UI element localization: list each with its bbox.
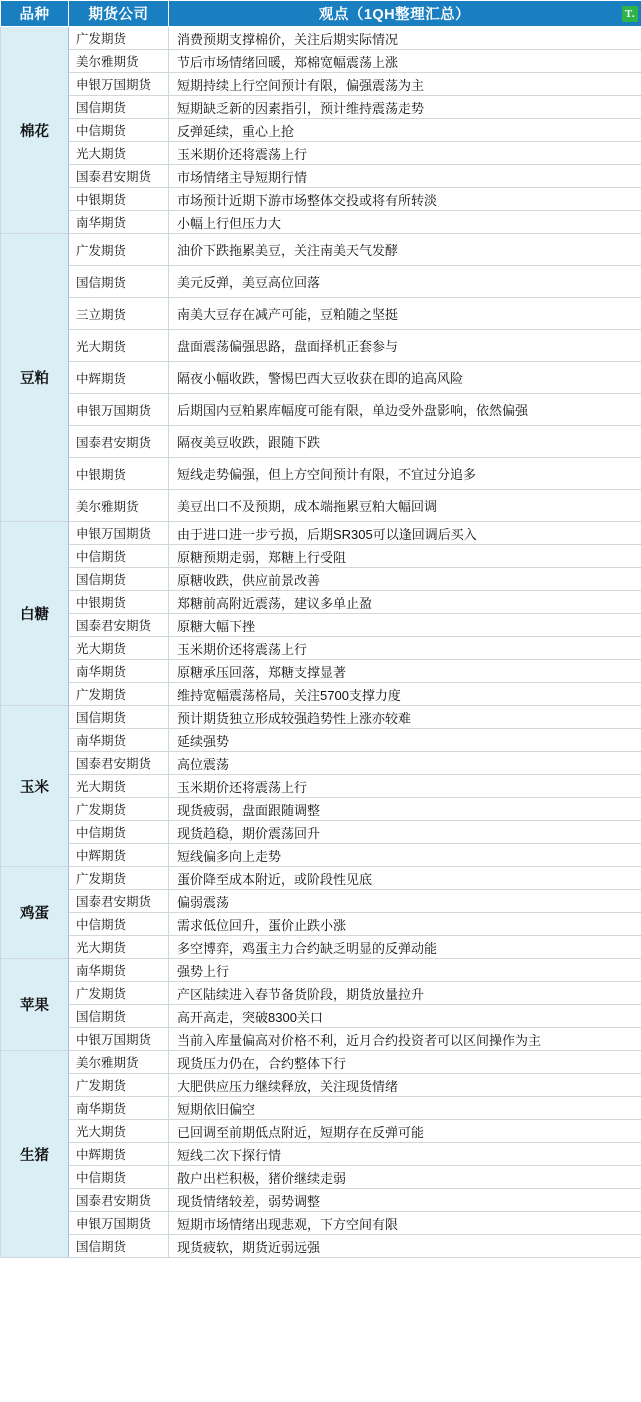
view-cell: 反弹延续，重心上抢 [169,119,641,142]
view-cell: 短线走势偏强，但上方空间预计有限，不宜过分追多 [169,458,641,490]
table-body [1,27,641,1258]
table-row [1,1120,641,1143]
company-cell: 中银期货 [69,458,169,490]
company-cell: 国泰君安期货 [69,165,169,188]
view-cell: 现货情绪较差，弱势调整 [169,1189,641,1212]
view-cell: 蛋价降至成本附近，或阶段性见底 [169,867,641,890]
view-cell: 延续强势 [169,729,641,752]
view-cell: 现货趋稳，期价震荡回升 [169,821,641,844]
company-cell: 光大期货 [69,775,169,798]
view-cell: 短期缺乏新的因素指引，预计维持震荡走势 [169,96,641,119]
view-cell: 原糖大幅下挫 [169,614,641,637]
table-row [1,982,641,1005]
table-row [1,821,641,844]
view-cell: 油价下跌拖累美豆，关注南美天气发酵 [169,234,641,266]
variety-cell: 白糖 [1,522,69,706]
view-cell: 消费预期支撑棉价，关注后期实际情况 [169,27,641,50]
view-cell: 由于进口进一步亏损，后期SR305可以逢回调后买入 [169,522,641,545]
view-cell: 美豆出口不及预期，成本端拖累豆粕大幅回调 [169,490,641,522]
table-row [1,211,641,234]
company-cell: 南华期货 [69,729,169,752]
company-cell: 广发期货 [69,982,169,1005]
table-row [1,1235,641,1258]
table-row [1,330,641,362]
company-cell: 南华期货 [69,959,169,982]
view-cell: 玉米期价还将震荡上行 [169,142,641,165]
company-cell: 国泰君安期货 [69,752,169,775]
company-cell: 中辉期货 [69,362,169,394]
company-cell: 光大期货 [69,637,169,660]
view-cell: 玉米期价还将震荡上行 [169,637,641,660]
view-cell: 南美大豆存在减产可能，豆粕随之坚挺 [169,298,641,330]
table-row [1,490,641,522]
variety-cell: 苹果 [1,959,69,1051]
view-cell: 市场情绪主导短期行情 [169,165,641,188]
table-row [1,1097,641,1120]
view-cell: 原糖收跌，供应前景改善 [169,568,641,591]
company-cell: 中信期货 [69,119,169,142]
view-cell: 小幅上行但压力大 [169,211,641,234]
view-cell: 短线二次下探行情 [169,1143,641,1166]
table-row [1,752,641,775]
table-row [1,119,641,142]
company-cell: 三立期货 [69,298,169,330]
company-cell: 南华期货 [69,211,169,234]
view-cell: 已回调至前期低点附近，短期存在反弹可能 [169,1120,641,1143]
table-row [1,165,641,188]
company-cell: 美尔雅期货 [69,50,169,73]
table-row [1,426,641,458]
table-row [1,545,641,568]
company-cell: 广发期货 [69,234,169,266]
company-cell: 中辉期货 [69,844,169,867]
table-row [1,96,641,119]
table-row [1,660,641,683]
brand-logo-icon: T. [622,6,638,22]
table-row [1,1212,641,1235]
company-cell: 中信期货 [69,913,169,936]
company-cell: 国泰君安期货 [69,426,169,458]
table-header [1,1,641,27]
table-row [1,394,641,426]
header-row [1,1,641,27]
view-cell: 大肥供应压力继续释放，关注现货情绪 [169,1074,641,1097]
view-cell: 美元反弹，美豆高位回落 [169,266,641,298]
table-row [1,568,641,591]
view-cell: 高开高走，突破8300关口 [169,1005,641,1028]
company-cell: 中银期货 [69,188,169,211]
view-cell: 短线偏多向上走势 [169,844,641,867]
company-cell: 国泰君安期货 [69,890,169,913]
view-cell: 现货疲弱，盘面跟随调整 [169,798,641,821]
header-view-label: 观点（1QH整理汇总） [318,7,471,23]
view-cell: 现货疲软，期货近弱远强 [169,1235,641,1258]
view-cell: 产区陆续进入春节备货阶段，期货放量拉升 [169,982,641,1005]
table-row [1,522,641,545]
view-cell: 预计期货独立形成较强趋势性上涨亦较难 [169,706,641,729]
table-row [1,50,641,73]
table-row [1,1074,641,1097]
company-cell: 国泰君安期货 [69,614,169,637]
view-cell: 短期依旧偏空 [169,1097,641,1120]
table-row [1,188,641,211]
header-company: 期货公司 [69,1,169,27]
table-row [1,936,641,959]
view-cell: 郑糖前高附近震荡，建议多单止盈 [169,591,641,614]
company-cell: 光大期货 [69,330,169,362]
company-cell: 国信期货 [69,1235,169,1258]
view-cell: 多空博弈，鸡蛋主力合约缺乏明显的反弹动能 [169,936,641,959]
table-row [1,867,641,890]
variety-cell: 棉花 [1,27,69,234]
company-cell: 中信期货 [69,821,169,844]
company-cell: 申银万国期货 [69,394,169,426]
table-row [1,637,641,660]
table-row [1,266,641,298]
table-row [1,798,641,821]
company-cell: 中信期货 [69,545,169,568]
view-cell: 玉米期价还将震荡上行 [169,775,641,798]
company-cell: 南华期货 [69,660,169,683]
view-cell: 散户出栏积极，猪价继续走弱 [169,1166,641,1189]
company-cell: 国信期货 [69,568,169,591]
table-row [1,775,641,798]
table-row [1,913,641,936]
company-cell: 中辉期货 [69,1143,169,1166]
company-cell: 中银万国期货 [69,1028,169,1051]
table-row [1,1189,641,1212]
view-cell: 短期市场情绪出现悲观，下方空间有限 [169,1212,641,1235]
view-cell: 隔夜美豆收跌，跟随下跌 [169,426,641,458]
company-cell: 光大期货 [69,142,169,165]
header-view [169,1,641,27]
company-cell: 广发期货 [69,867,169,890]
table-row [1,1051,641,1074]
company-cell: 国信期货 [69,1005,169,1028]
company-cell: 中银期货 [69,591,169,614]
company-cell: 申银万国期货 [69,73,169,96]
view-cell: 后期国内豆粕累库幅度可能有限，单边受外盘影响，依然偏强 [169,394,641,426]
table-row [1,706,641,729]
header-variety: 品种 [1,1,69,27]
table-row [1,1028,641,1051]
view-cell: 隔夜小幅收跌，警惕巴西大豆收获在即的追高风险 [169,362,641,394]
table-row [1,142,641,165]
view-cell: 当前入库量偏高对价格不利，近月合约投资者可以区间操作为主 [169,1028,641,1051]
table-row [1,234,641,266]
company-cell: 广发期货 [69,683,169,706]
view-cell: 市场预计近期下游市场整体交投或将有所转淡 [169,188,641,211]
table-row [1,1143,641,1166]
variety-cell: 生猪 [1,1051,69,1258]
table-row [1,844,641,867]
view-cell: 需求低位回升，蛋价止跌小涨 [169,913,641,936]
table-row [1,458,641,490]
view-cell: 盘面震荡偏强思路，盘面择机正套参与 [169,330,641,362]
view-cell: 维持宽幅震荡格局，关注5700支撑力度 [169,683,641,706]
view-cell: 高位震荡 [169,752,641,775]
view-cell: 原糖承压回落，郑糖支撑显著 [169,660,641,683]
company-cell: 美尔雅期货 [69,490,169,522]
company-cell: 广发期货 [69,798,169,821]
company-cell: 中信期货 [69,1166,169,1189]
view-cell: 原糖预期走弱，郑糖上行受阻 [169,545,641,568]
table-row [1,298,641,330]
table-row [1,362,641,394]
view-cell: 节后市场情绪回暖，郑棉宽幅震荡上涨 [169,50,641,73]
table-row [1,729,641,752]
view-cell: 偏弱震荡 [169,890,641,913]
company-cell: 光大期货 [69,936,169,959]
company-cell: 国信期货 [69,96,169,119]
table-row [1,73,641,96]
variety-cell: 玉米 [1,706,69,867]
company-cell: 国泰君安期货 [69,1189,169,1212]
company-cell: 申银万国期货 [69,522,169,545]
table-row [1,1005,641,1028]
company-cell: 国信期货 [69,266,169,298]
company-cell: 美尔雅期货 [69,1051,169,1074]
company-cell: 南华期货 [69,1097,169,1120]
table-row [1,27,641,50]
table-row [1,683,641,706]
company-cell: 广发期货 [69,27,169,50]
company-cell: 申银万国期货 [69,1212,169,1235]
view-cell: 强势上行 [169,959,641,982]
table-row [1,1166,641,1189]
view-cell: 现货压力仍在，合约整体下行 [169,1051,641,1074]
company-cell: 光大期货 [69,1120,169,1143]
table-row [1,614,641,637]
company-cell: 广发期货 [69,1074,169,1097]
table-row [1,890,641,913]
variety-cell: 豆粕 [1,234,69,522]
table-row [1,591,641,614]
table-row [1,959,641,982]
variety-cell: 鸡蛋 [1,867,69,959]
view-cell: 短期持续上行空间预计有限，偏强震荡为主 [169,73,641,96]
company-cell: 国信期货 [69,706,169,729]
